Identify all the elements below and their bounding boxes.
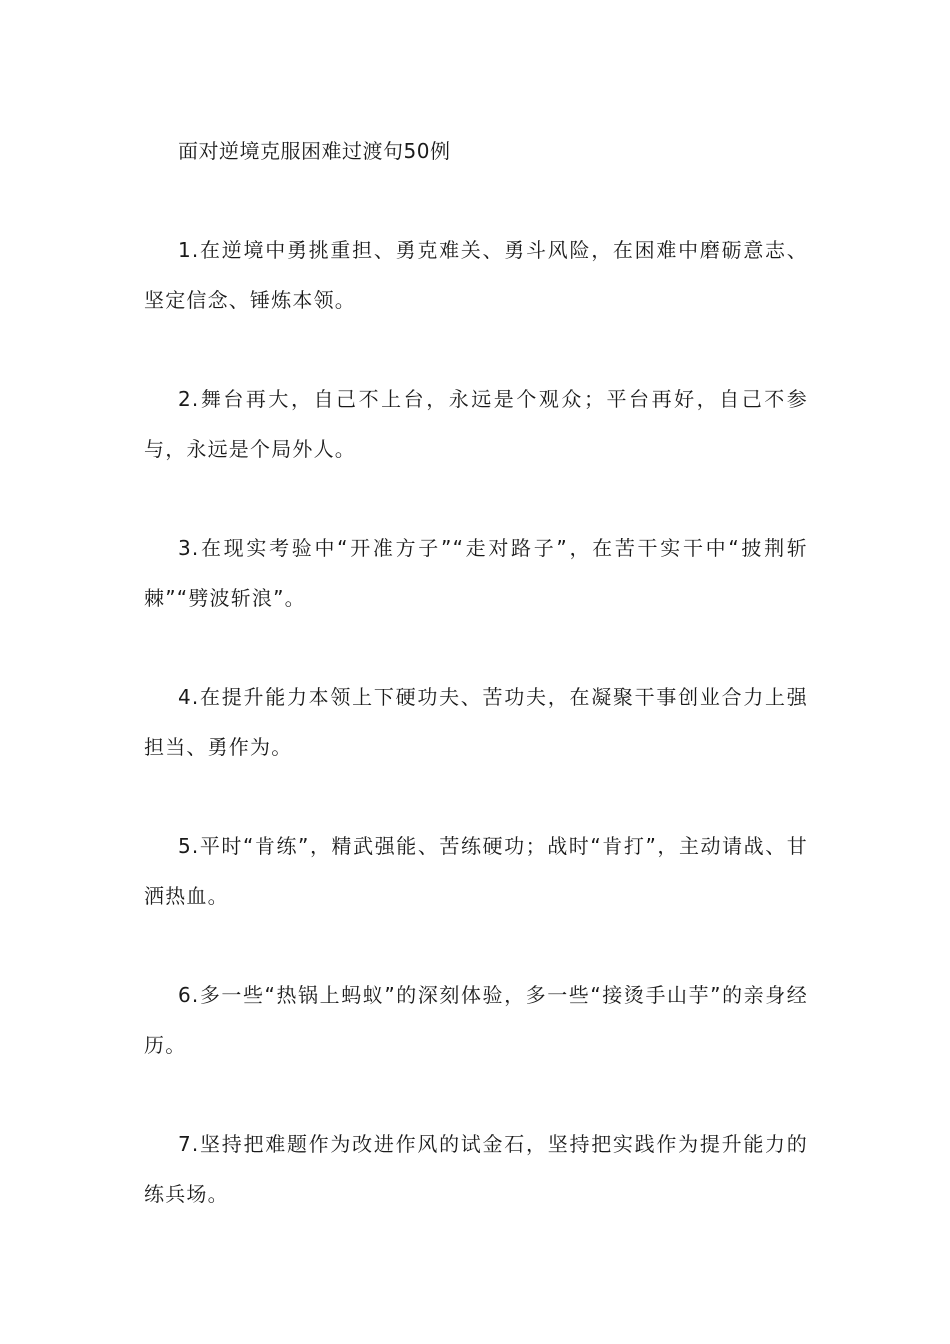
paragraph-item-1: 1.在逆境中勇挑重担、勇克难关、勇斗风险，在困难中磨砺意志、坚定信念、锤炼本领。 xyxy=(144,238,808,312)
paragraph-item-3: 3.在现实考验中“开准方子”“走对路子”，在苦干实干中“披荆斩棘”“劈波斩浪”。 xyxy=(144,536,808,610)
paragraph-item-2: 2.舞台再大，自己不上台，永远是个观众；平台再好，自己不参与，永远是个局外人。 xyxy=(144,387,808,461)
paragraph-item-7: 7.坚持把难题作为改进作风的试金石，坚持把实践作为提升能力的练兵场。 xyxy=(144,1132,808,1206)
paragraph-item-6: 6.多一些“热锅上蚂蚁”的深刻体验，多一些“接烫手山芋”的亲身经历。 xyxy=(144,983,808,1057)
document-title: 面对逆境克服困难过渡句50例 xyxy=(178,139,451,163)
paragraph-item-4: 4.在提升能力本领上下硬功夫、苦功夫，在凝聚干事创业合力上强担当、勇作为。 xyxy=(144,685,808,759)
paragraph-item-5: 5.平时“肯练”，精武强能、苦练硬功；战时“肯打”，主动请战、甘洒热血。 xyxy=(144,834,808,908)
